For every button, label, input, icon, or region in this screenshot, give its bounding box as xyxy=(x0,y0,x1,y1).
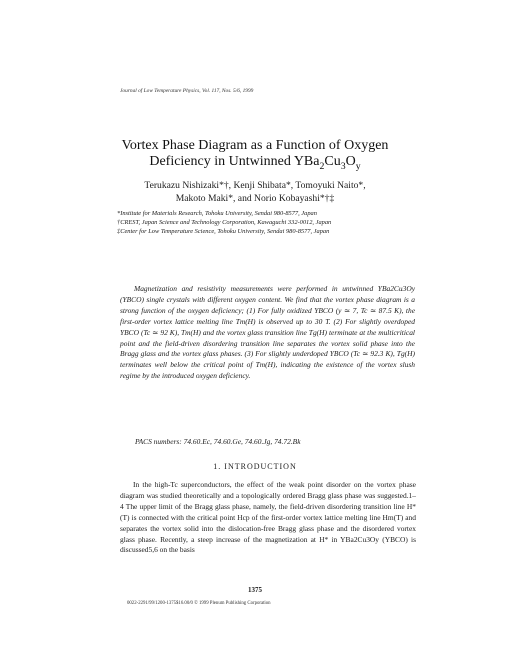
title-text-part: O xyxy=(345,154,356,169)
title-text-part: Cu xyxy=(324,154,341,169)
affiliation-3: ‡Center for Low Temperature Science, Tohoku University, Sendai 980-8577, Japan xyxy=(117,228,330,235)
title-subscript: y xyxy=(355,160,361,172)
authors-line-1: Terukazu Nishizaki*†, Kenji Shibata*, Tomoyuki Naito*, xyxy=(144,180,366,191)
authors-line-2: Makoto Maki*, and Norio Kobayashi*†‡ xyxy=(175,193,335,204)
affiliation-2: †CREST, Japan Science and Technology Corporation, Kawaguchi 332-0012, Japan xyxy=(117,219,332,226)
title-subscript: 3 xyxy=(340,160,346,172)
page-number: 1375 xyxy=(248,586,262,594)
title-text-part: Deficiency in Untwinned YBa xyxy=(149,154,320,169)
copyright-footer: 0022-2291/99/1200-1375$16.00/0 © 1999 Plenum Publishing Corporation xyxy=(127,601,271,606)
title-subscript: 2 xyxy=(319,160,325,172)
paper-title-line-1: Vortex Phase Diagram as a Function of Oxygen xyxy=(121,138,389,153)
abstract xyxy=(120,284,415,382)
journal-header: Journal of Low Temperature Physics, Vol. 117, Nos. 5/6, 1999 xyxy=(120,88,254,94)
pacs-numbers: PACS numbers: 74.60.Ec, 74.60.Ge, 74.60.Jg, 74.72.Bk xyxy=(135,437,301,446)
body-text xyxy=(120,480,416,556)
paper-title-line-2 xyxy=(0,153,510,170)
abstract-text: Magnetization and resistivity measurements were performed in untwinned YBa2Cu3Oy (YBCO) single crystals with different oxygen content. We find that the vortex phase diagram is a strong function of the oxygen deficiency; (1) For fully oxidized YBCO (y ≃ 7, Tc ≃ 87.5 K), the first-order vortex lattice melting line Tm(H) is observed up to 30 T. (2) For slightly overdoped YBCO (Tc ≃ 92 K), Tm(H) and the vortex glass transition line Tg(H) terminate at the multicritical point and the field-driven disordering transition line separates the vortex solid phase into the Bragg glass and the vortex glass phases. (3) For slightly underdoped YBCO (Tc ≃ 92.3 K), Tg(H) terminates well below the critical point of Tm(H), indicating the existence of the vortex slush regime by the introduced oxygen deficiency. xyxy=(120,284,415,381)
intro-paragraph: In the high-Tc superconductors, the effect of the weak point disorder on the vortex phase diagram was studied theoretically and a topologically ordered Bragg glass phase was suggested.1–4 The upper limit of the Bragg glass phase, namely, the field-driven disordering transition line H*(T) is connected with the critical point Hcp of the first-order vortex lattice melting line Hm(T) and separates the vortex solid into the dislocation-free Bragg glass phase and the disordered vortex glass phase. Recently, a steep increase of the magnetization at H* in YBa2Cu3Oy (YBCO) is discussed5,6 on the basis xyxy=(120,480,416,555)
affiliation-1: *Institute for Materials Research, Tohoku University, Sendai 980-8577, Japan xyxy=(117,210,317,217)
section-heading: 1. INTRODUCTION xyxy=(213,462,297,471)
